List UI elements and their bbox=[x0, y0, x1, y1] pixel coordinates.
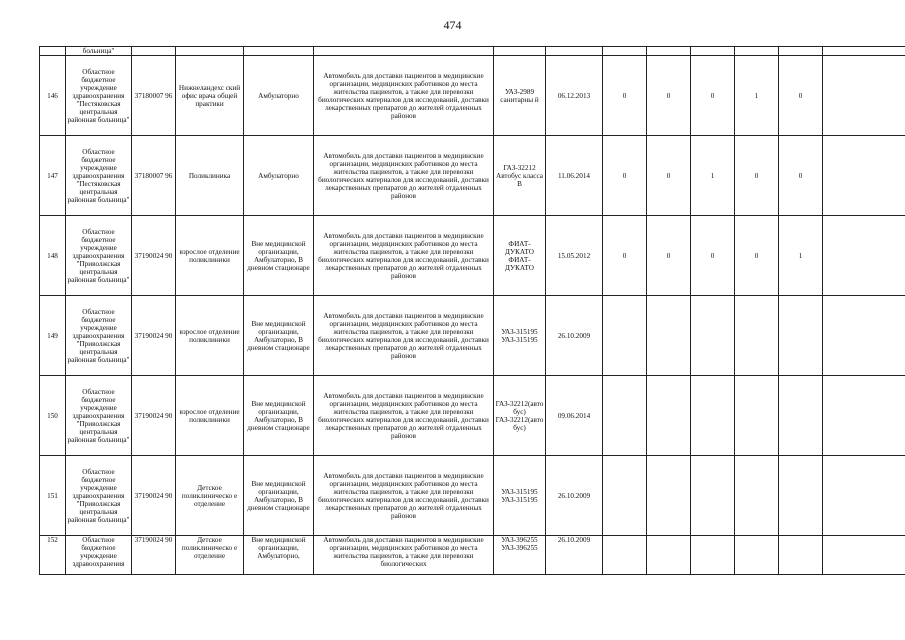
cell-date: 06.12.2013 bbox=[546, 56, 603, 136]
cell-code: 37190024 90 bbox=[132, 376, 176, 456]
cell-num: 149 bbox=[40, 296, 66, 376]
cell-type: Вне медицинской организации, Амбулаторно, В дневном стационаре bbox=[244, 216, 314, 296]
cell-type: Амбулаторно bbox=[244, 136, 314, 216]
cell-code: 37180007 96 bbox=[132, 136, 176, 216]
cell-count-4: 1 bbox=[735, 56, 779, 136]
cell-count-1: 0 bbox=[603, 56, 647, 136]
cell-code: 37190024 90 bbox=[132, 536, 176, 575]
cell-count-2 bbox=[647, 376, 691, 456]
cell-count-5 bbox=[779, 536, 823, 575]
cell-vehicle: УАЗ-315195 УАЗ-315195 bbox=[494, 456, 546, 536]
cell-count-2 bbox=[647, 47, 691, 56]
registry-table bbox=[39, 46, 905, 575]
cell-count-5 bbox=[779, 376, 823, 456]
cell-vehicle: ГАЗ-32212(авто бус) ГАЗ-32212(авто бус) bbox=[494, 376, 546, 456]
cell-extra bbox=[823, 376, 905, 456]
cell-extra bbox=[823, 216, 905, 296]
cell-count-2: 0 bbox=[647, 56, 691, 136]
cell-num: 150 bbox=[40, 376, 66, 456]
cell-code bbox=[132, 47, 176, 56]
cell-count-3: 0 bbox=[691, 56, 735, 136]
cell-dept: взрослое отделение поликлиники bbox=[176, 216, 244, 296]
cell-org: Областное бюджетное учреждение здравоохранения "Пестяковская центральная районная больница" bbox=[66, 56, 132, 136]
cell-purpose: Автомобиль для доставки пациентов в медицинские организации, медицинских работников до места жительства пациентов, а также для перевозки биологических материалов для исследований, доставки лекарственных препаратов до жителей отдаленных районов bbox=[314, 376, 494, 456]
cell-vehicle: УАЗ-396255 УАЗ-396255 bbox=[494, 536, 546, 575]
cell-count-3 bbox=[691, 536, 735, 575]
cell-purpose: Автомобиль для доставки пациентов в медицинские организации, медицинских работников до места жительства пациентов, а также для перевозки биологических материалов для исследований, доставки лекарственных препаратов до жителей отдаленных районов bbox=[314, 56, 494, 136]
cell-count-1 bbox=[603, 47, 647, 56]
cell-date: 26.10.2009 bbox=[546, 536, 603, 575]
cell-count-3: 0 bbox=[691, 216, 735, 296]
table-row bbox=[40, 56, 905, 136]
cell-code: 37180007 96 bbox=[132, 56, 176, 136]
cell-extra bbox=[823, 56, 905, 136]
cell-dept: Нижнеландехс ский офис врача общей практики bbox=[176, 56, 244, 136]
cell-count-3 bbox=[691, 376, 735, 456]
cell-count-5: 0 bbox=[779, 136, 823, 216]
cell-type: Амбулаторно bbox=[244, 56, 314, 136]
cell-count-2 bbox=[647, 536, 691, 575]
cell-count-4 bbox=[735, 296, 779, 376]
cell-purpose: Автомобиль для доставки пациентов в медицинские организации, медицинских работников до места жительства пациентов, а также для перевозки биологических материалов для исследований, доставки лекарственных препаратов до жителей отдаленных районов bbox=[314, 136, 494, 216]
cell-count-1 bbox=[603, 456, 647, 536]
cell-count-2: 0 bbox=[647, 136, 691, 216]
cell-count-2 bbox=[647, 456, 691, 536]
cell-count-3: 1 bbox=[691, 136, 735, 216]
cell-count-1 bbox=[603, 296, 647, 376]
page-number: 474 bbox=[443, 18, 462, 32]
cell-org: больница" bbox=[66, 47, 132, 56]
cell-dept: Поликлиника bbox=[176, 136, 244, 216]
cell-count-1: 0 bbox=[603, 216, 647, 296]
table-row-continuation bbox=[40, 47, 905, 56]
cell-dept: взрослое отделение поликлиники bbox=[176, 296, 244, 376]
cell-num: 151 bbox=[40, 456, 66, 536]
cell-purpose: Автомобиль для доставки пациентов в медицинские организации, медицинских работников до места жительства пациентов, а также для перевозки биологических материалов для исследований, доставки лекарственных препаратов до жителей отдаленных районов bbox=[314, 216, 494, 296]
cell-purpose: Автомобиль для доставки пациентов в медицинские организации, медицинских работников до места жительства пациентов, а также для перевозки биологических материалов для исследований, доставки лекарственных препаратов до жителей отдаленных районов bbox=[314, 296, 494, 376]
cell-purpose bbox=[314, 47, 494, 56]
cell-org: Областное бюджетное учреждение здравоохранения "Приволжская центральная районная больница" bbox=[66, 216, 132, 296]
table-row bbox=[40, 536, 905, 575]
cell-vehicle bbox=[494, 47, 546, 56]
cell-extra bbox=[823, 296, 905, 376]
cell-org: Областное бюджетное учреждение здравоохранения "Приволжская центральная районная больница" bbox=[66, 456, 132, 536]
cell-org: Областное бюджетное учреждение здравоохранения "Приволжская центральная районная больница" bbox=[66, 296, 132, 376]
cell-type: Вне медицинской организации, Амбулаторно, В дневном стационаре bbox=[244, 456, 314, 536]
cell-vehicle: УАЗ-315195 УАЗ-315195 bbox=[494, 296, 546, 376]
table-row bbox=[40, 136, 905, 216]
cell-date: 26.10.2009 bbox=[546, 296, 603, 376]
cell-code: 37190024 90 bbox=[132, 216, 176, 296]
cell-date bbox=[546, 47, 603, 56]
cell-count-4 bbox=[735, 376, 779, 456]
cell-date: 09.06.2014 bbox=[546, 376, 603, 456]
cell-org: Областное бюджетное учреждение здравоохранения "Приволжская центральная районная больница" bbox=[66, 376, 132, 456]
cell-vehicle: ГАЗ-32212 Автобус класса В bbox=[494, 136, 546, 216]
table-row bbox=[40, 296, 905, 376]
cell-purpose: Автомобиль для доставки пациентов в медицинские организации, медицинских работников до места жительства пациентов, а также для перевозки биологических bbox=[314, 536, 494, 575]
cell-count-4: 0 bbox=[735, 136, 779, 216]
cell-count-4: 0 bbox=[735, 216, 779, 296]
cell-extra bbox=[823, 456, 905, 536]
table-row bbox=[40, 216, 905, 296]
cell-count-2: 0 bbox=[647, 216, 691, 296]
cell-code: 37190024 90 bbox=[132, 456, 176, 536]
cell-count-5: 1 bbox=[779, 216, 823, 296]
cell-num: 146 bbox=[40, 56, 66, 136]
cell-dept: взрослое отделение поликлиники bbox=[176, 376, 244, 456]
cell-extra bbox=[823, 47, 905, 56]
cell-type: Вне медицинской организации, Амбулаторно, В дневном стационаре bbox=[244, 376, 314, 456]
cell-type bbox=[244, 47, 314, 56]
cell-org: Областное бюджетное учреждение здравоохранения "Пестяковская центральная районная больница" bbox=[66, 136, 132, 216]
cell-count-2 bbox=[647, 296, 691, 376]
table-row bbox=[40, 376, 905, 456]
cell-dept: Детское поликлиническо е отделение bbox=[176, 536, 244, 575]
cell-count-5: 0 bbox=[779, 56, 823, 136]
cell-code: 37190024 90 bbox=[132, 296, 176, 376]
cell-type: Вне медицинской организации, Амбулаторно, В дневном стационаре bbox=[244, 296, 314, 376]
cell-num: 148 bbox=[40, 216, 66, 296]
cell-count-3 bbox=[691, 47, 735, 56]
cell-extra bbox=[823, 136, 905, 216]
cell-date: 11.06.2014 bbox=[546, 136, 603, 216]
cell-num bbox=[40, 47, 66, 56]
cell-date: 26.10.2009 bbox=[546, 456, 603, 536]
cell-dept bbox=[176, 47, 244, 56]
cell-org: Областное бюджетное учреждение здравоохранения bbox=[66, 536, 132, 575]
table-body bbox=[40, 47, 905, 575]
cell-count-5 bbox=[779, 47, 823, 56]
cell-type: Вне медицинской организации, Амбулаторно, bbox=[244, 536, 314, 575]
cell-count-3 bbox=[691, 296, 735, 376]
cell-count-1 bbox=[603, 376, 647, 456]
cell-count-4 bbox=[735, 536, 779, 575]
table-row bbox=[40, 456, 905, 536]
cell-vehicle: ФИАТ-ДУКАТО ФИАТ-ДУКАТО bbox=[494, 216, 546, 296]
cell-purpose: Автомобиль для доставки пациентов в медицинские организации, медицинских работников до места жительства пациентов, а также для перевозки биологических материалов для исследований, доставки лекарственных препаратов до жителей отдаленных районов bbox=[314, 456, 494, 536]
cell-count-4 bbox=[735, 456, 779, 536]
cell-num: 147 bbox=[40, 136, 66, 216]
cell-count-5 bbox=[779, 296, 823, 376]
cell-count-1 bbox=[603, 536, 647, 575]
cell-count-5 bbox=[779, 456, 823, 536]
cell-num: 152 bbox=[40, 536, 66, 575]
cell-vehicle: УАЗ-2989 санитарны й bbox=[494, 56, 546, 136]
cell-count-1: 0 bbox=[603, 136, 647, 216]
cell-date: 15.05.2012 bbox=[546, 216, 603, 296]
cell-count-4 bbox=[735, 47, 779, 56]
cell-extra bbox=[823, 536, 905, 575]
cell-count-3 bbox=[691, 456, 735, 536]
cell-dept: Детское поликлиническо е отделение bbox=[176, 456, 244, 536]
